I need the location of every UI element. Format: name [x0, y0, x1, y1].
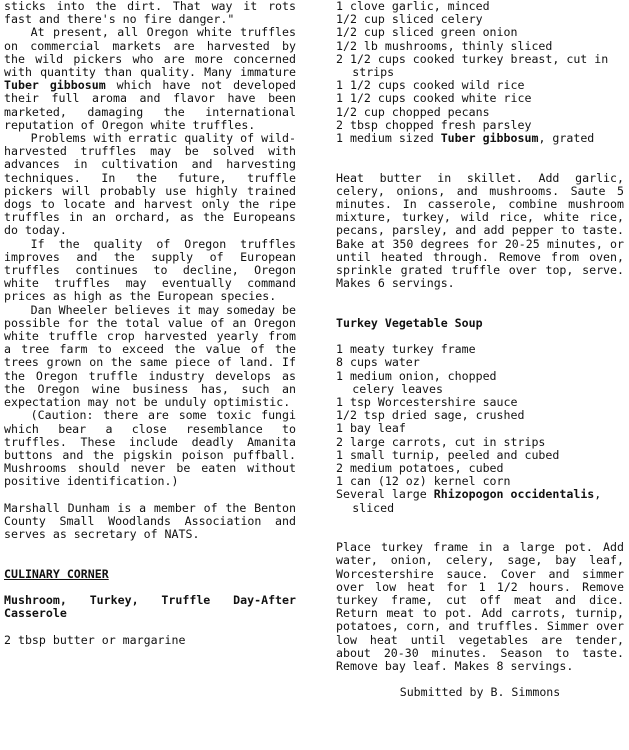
ingredient: 2 tbsp butter or margarine — [4, 632, 186, 647]
paragraph-text: At present, all Oregon white truffles on commercial markets are harvested by the wild pickers who are more concerned with quantity than quality. Many immature — [4, 25, 296, 80]
caution-paragraph: (Caution: there are some toxic fungi which bear a close resemblance to truffles. These include deadly Amanita buttons and the pigskin poison puffball. Mushrooms should never be eaten without positive identification.) — [4, 408, 296, 489]
right-column — [336, 0, 624, 700]
article-paragraph: sticks into the dirt. That way it rots fast and there's no fire danger." — [4, 0, 296, 27]
article-paragraph: If the quality of Oregon truffles improves and the supply of European truffles continues to decline, Oregon white truffles may eventually command prices as high as the European species. — [4, 236, 296, 304]
ingredient — [336, 488, 624, 514]
ingredient: 1 small turnip, peeled and cubed — [336, 447, 560, 462]
signature: Submitted by B. Simmons — [399, 685, 561, 700]
ingredient: 1/2 cup sliced green onion — [336, 25, 518, 40]
ingredient-text: , grated — [538, 131, 595, 146]
ingredient: 2 1/2 cups cooked turkey breast, cut in strips — [336, 51, 609, 80]
author-bio: Marshall Dunham is a member of the Benton County Small Woodlands Association and serves as secretary of NATS. — [4, 500, 296, 542]
ingredient-list — [336, 343, 624, 515]
species-name: Tuber gibbosum — [440, 131, 539, 146]
recipe-title: Mushroom, Turkey, Truffle Day-After Casserole — [4, 593, 296, 621]
ingredient: 1 can (12 oz) kernel corn — [336, 474, 511, 489]
ingredient: 2 medium potatoes, cubed — [336, 461, 504, 476]
ingredient: 1 medium onion, chopped — [336, 368, 497, 383]
section-heading: CULINARY CORNER — [4, 566, 109, 581]
recipe-title: Turkey Vegetable Soup — [336, 315, 483, 330]
ingredient: 1 1/2 cups cooked white rice — [336, 91, 532, 106]
ingredient: 1/2 cup sliced celery — [336, 12, 483, 27]
article-paragraph — [4, 26, 296, 132]
ingredient-text: Several large — [336, 487, 434, 502]
left-column — [4, 0, 296, 647]
ingredient-text: 1 medium sized — [336, 131, 441, 146]
ingredient: 1/2 tsp dried sage, crushed — [336, 408, 525, 423]
ingredient: 8 cups water — [336, 355, 420, 370]
ingredient: 1 clove garlic, minced — [336, 0, 490, 13]
ingredient: 2 large carrots, cut in strips — [336, 434, 546, 449]
ingredient: 1/2 lb mushrooms, thinly sliced — [336, 38, 553, 53]
paragraph-text: which have not developed their full aroma and flavor have been marketed, damaging the international reputation of Oregon white truffles. — [4, 78, 296, 132]
ingredient: 1 tsp Worcestershire sauce — [336, 395, 518, 410]
ingredient-list — [336, 0, 624, 145]
ingredient: 1 meaty turkey frame — [336, 342, 476, 357]
ingredient — [336, 132, 624, 145]
species-name: Tuber gibbosum — [4, 78, 106, 93]
ingredient: 1 1/2 cups cooked wild rice — [336, 78, 525, 93]
article-paragraph: Dan Wheeler believes it may someday be possible for the total value of an Oregon white truffle crop harvested yearly from a tree farm to exceed the value of the trees grown on the same piece of land. If the Oregon truffle industry develops as the Oregon wine business has, such an expectation may not be unduly optimistic. — [4, 302, 296, 410]
ingredient-text: , sliced — [352, 487, 602, 515]
recipe-directions: Heat butter in skillet. Add garlic, celery, onions, and mushrooms. Saute 5 minutes. In casserole, combine mushroom mixture, turkey, wild rice, white rice, pecans, parsley, and add pepper to taste. Bake at 350 degrees for 20-25 minutes, or until heated through. Remove from oven, sprinkle grated truffle over top, serve. Makes 6 servings. — [336, 170, 624, 291]
ingredient: 1/2 cup chopped pecans — [336, 104, 490, 119]
ingredient: 1 bay leaf — [336, 421, 406, 436]
ingredient: 2 tbsp chopped fresh parsley — [336, 117, 532, 132]
species-name: Rhizopogon occidentalis — [433, 487, 595, 502]
ingredient: celery leaves — [352, 381, 443, 396]
article-paragraph: Problems with erratic quality of wild-harvested truffles may be solved with advances in cultivation and harvesting techniques. In the future, truffle pickers will probably use highly trained dogs to locate and harvest only the ripe truffles in an orchard, as the Europeans do today. — [4, 131, 296, 238]
recipe-directions: Place turkey frame in a large pot. Add water, onion, celery, sage, bay leaf, Worcestershire sauce. Cover and simmer over low heat for 1 1/2 hours. Remove turkey frame, cut off meat and dice. Return meat to pot. Add carrots, turnip, potatoes, corn, and truffles. Simmer over low heat until vegetables are tender, about 20-30 minutes. Season to taste. Remove bay leaf. Makes 8 servings. — [336, 540, 624, 674]
